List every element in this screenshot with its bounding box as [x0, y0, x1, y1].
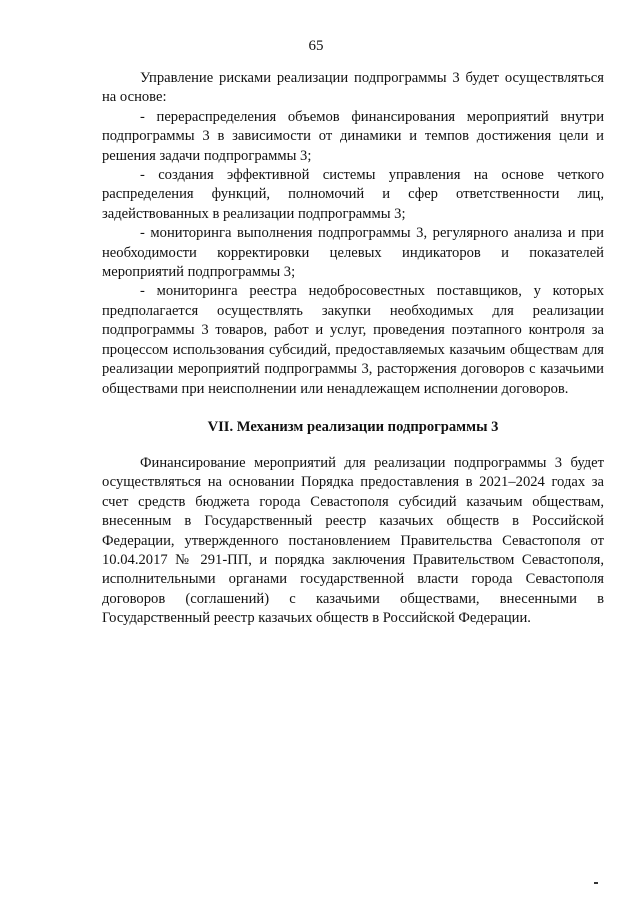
risk-item-supplier-registry: - мониторинга реестра недобросовестных поставщиков, у которых предполагается осуществлять закупки необходимых для реализации подпрограммы 3 товаров, работ и услуг, проведения поэтапного контроля за процессом использования субсидий, предоставляемых казачьим обществам для реализации мероприятий подпрограммы 3, расторжения договоров с казачьими обществами при неисполнении или ненадлежащем исполнении договоров.	[102, 283, 604, 397]
scan-mark	[594, 882, 598, 884]
risk-item-management-system: - создания эффективной системы управления на основе четкого распределения функций, полномочий и сфер ответственности лиц, задействованных в реализации подпрограммы 3;	[102, 167, 604, 222]
financing-paragraph: Финансирование мероприятий для реализации подпрограммы 3 будет осуществляться на основании Порядка предоставления в 2021–2024 годах за счет средств бюджета города Севастополя субсидий казачьим обществам, внесенным в Государственный реестр казачьих обществ в Российской Федерации, утвержденного постановлением Правительства Севастополя от 10.04.2017 № 291-ПП, и порядка заключения Правительством Севастополя, исполнительными органами государственной власти города Севастополя договоров (соглашений) с казачьими обществами, внесенными в Государственный реестр казачьих обществ в Российской Федерации.	[102, 454, 604, 627]
page-number: 65	[308, 38, 324, 54]
document-body	[102, 69, 604, 629]
risk-item-monitoring: - мониторинга выполнения подпрограммы 3, регулярного анализа и при необходимости корректировки целевых индикаторов и показателей мероприятий подпрограммы 3;	[102, 225, 604, 281]
risk-item-redistribution: - перераспределения объемов финансирования мероприятий внутри подпрограммы 3 в зависимости от динамики и темпов достижения цели и решения задачи подпрограммы 3;	[102, 108, 604, 164]
risk-intro-paragraph: Управление рисками реализации подпрограммы 3 будет осуществляться на основе:	[102, 70, 604, 106]
section-heading: VII. Механизм реализации подпрограммы 3	[207, 418, 499, 435]
